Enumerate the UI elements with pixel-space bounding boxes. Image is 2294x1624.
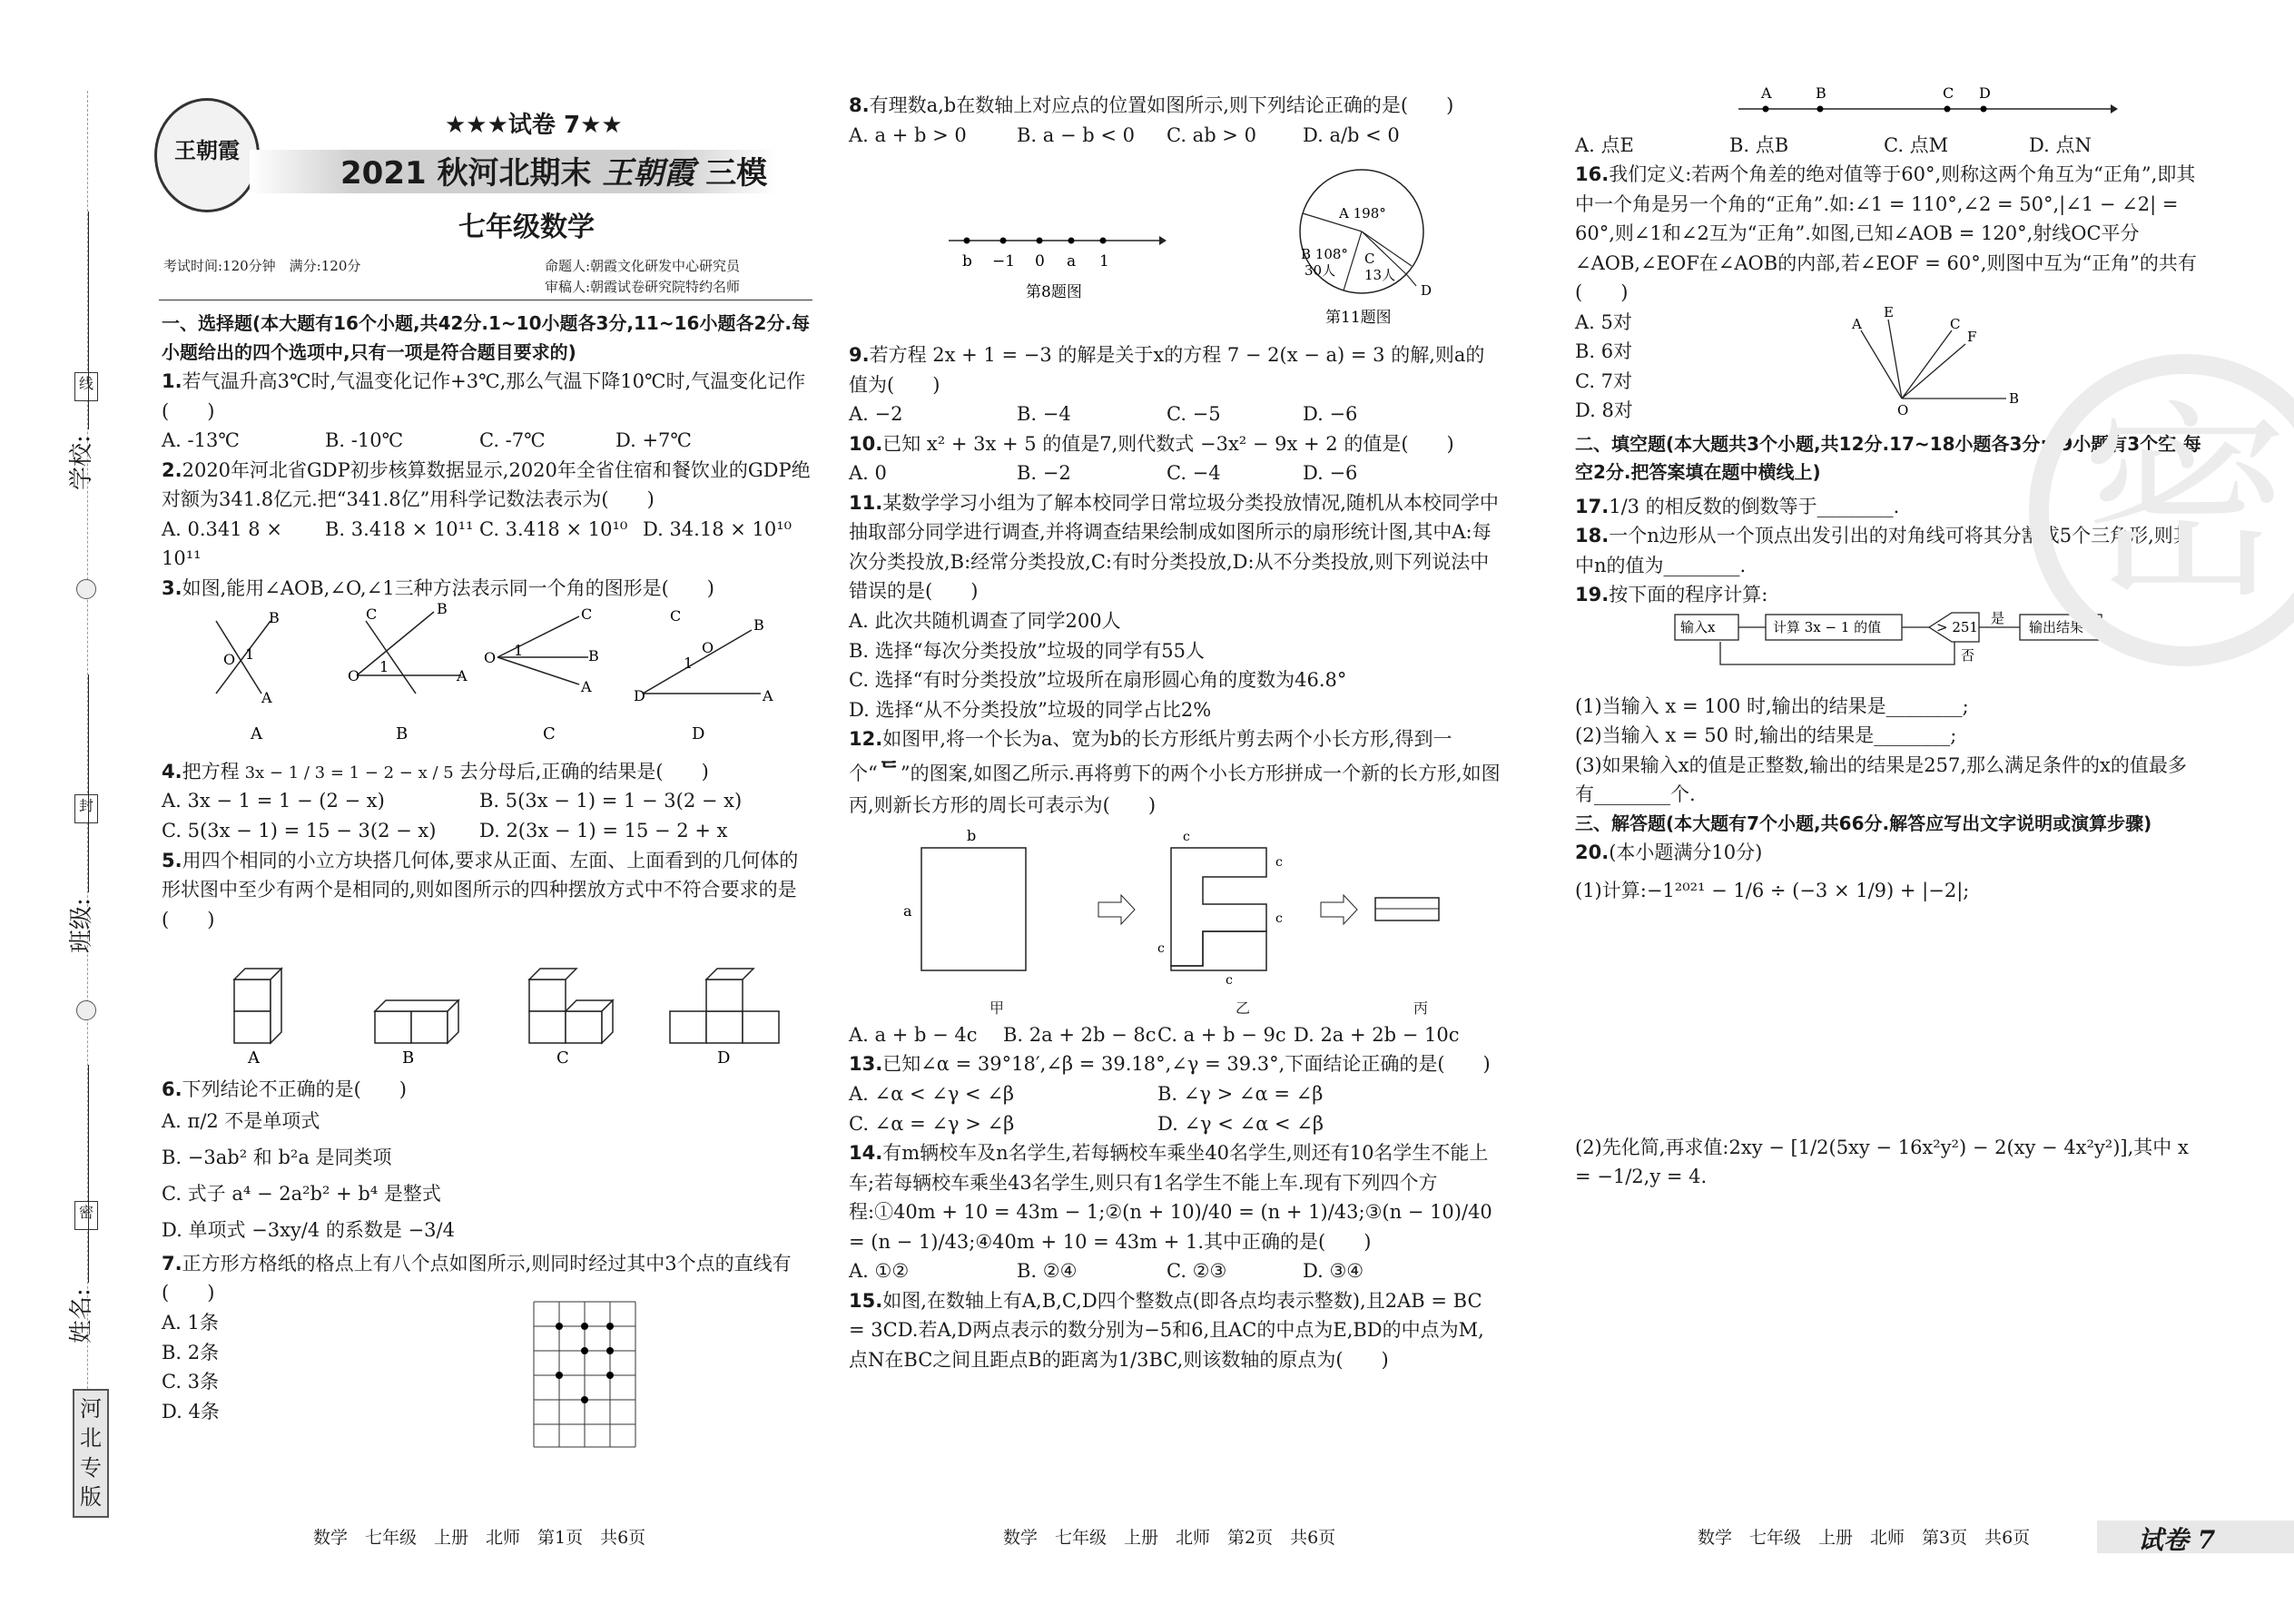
q7-option-c[interactable]: C. 3条 [162, 1371, 220, 1393]
q6-option-d[interactable]: D. 单项式 −3xy/4 的系数是 −3/4 [162, 1218, 455, 1241]
option-b[interactable]: B. ∠γ > ∠α = ∠β [1157, 1083, 1324, 1106]
fig-label-a: A [251, 724, 262, 744]
question-20: 20.(本小题满分10分) [1575, 841, 1763, 863]
option-a[interactable]: A. a + b − 4c [849, 1023, 978, 1046]
point-e: E [1884, 303, 1894, 320]
svg-text:1: 1 [379, 658, 389, 676]
q15-number-line [1738, 82, 2120, 122]
q19-sub-1: (1)当输入 x = 100 时,输出的结果是________; [1575, 694, 1969, 717]
svg-text:C: C [670, 607, 682, 625]
option-b[interactable]: B. −2 [1017, 462, 1071, 485]
column-1 [162, 309, 815, 1444]
flow-input: 输入x [1680, 619, 1716, 636]
question-1: 1.若气温升高3℃时,气温变化记作+3℃,那么气温下降10℃时,气温变化记作( ) [162, 370, 806, 422]
exam-time: 考试时间:120分钟 满分:120分 [163, 258, 361, 274]
q4-options [162, 786, 815, 845]
svg-text:O: O [484, 649, 497, 667]
svg-text:1: 1 [245, 645, 255, 664]
q11-pie [1275, 159, 1457, 340]
exam-title: 2021 秋河北期末 王朝霞 三模 [340, 155, 768, 192]
sector-c-count: 13人 [1364, 267, 1396, 284]
watermark-seal: 密 [2029, 354, 2294, 666]
option-a[interactable]: A. -13℃ [162, 429, 240, 452]
q5-figure [162, 934, 815, 1066]
question-16: 16.我们定义:若两个角差的绝对值等于60°,则称这两个角互为“正角”,即其中一个角是另一个角的“正角”.如:∠1 = 110°,∠2 = 50°,|∠1 − ∠2| = 60°,则∠1和∠2互为“正角”.如图,已知∠AOB = 120°,射线OC平分∠AOB,∠EOF在∠AOB的内部,若∠EOF = 60°,则图中互为“正角”的共有( ) [1575, 163, 2197, 304]
tick-neg1: −1 [992, 252, 1016, 271]
svg-text:B: B [753, 616, 764, 635]
point-d: D [1979, 84, 1991, 102]
q8-caption: 第8题图 [1026, 283, 1082, 302]
q16-figure [1847, 294, 2029, 417]
section-1-heading: 一、选择题(本大题有16个小题,共42分.1~10小题各3分,11~16小题各2分.每小题给出的四个选项中,只有一项是符合题目要求的) [162, 312, 810, 363]
point-a: A [1852, 315, 1862, 332]
q11-caption: 第11题图 [1325, 309, 1392, 328]
fig-label-d: D [692, 724, 705, 744]
q7-block [162, 1308, 815, 1444]
subject-title: 七年级数学 [458, 212, 595, 243]
sector-a: A 198° [1339, 205, 1386, 222]
question-17: 17.1/3 的相反数的倒数等于________. [1575, 495, 1900, 517]
q11-option-d[interactable]: D. 选择“从不分类投放”垃圾的同学占比2% [849, 698, 1212, 721]
q19-sub-2: (2)当输入 x = 50 时,输出的结果是________; [1575, 724, 1957, 747]
svg-text:1: 1 [514, 642, 524, 660]
sector-b: B 108° [1301, 246, 1348, 263]
footer-page-3: 数学 七年级 上册 北师 第3页 共6页 [1698, 1528, 2031, 1548]
q11-option-b[interactable]: B. 选择“每次分类投放”垃圾的同学有55人 [849, 639, 1205, 662]
q11-option-c[interactable]: C. 选择“有时分类投放”垃圾所在扇形圆心角的度数为46.8° [849, 669, 1347, 692]
point-c: C [1943, 84, 1954, 102]
question-4: 4.把方程 3x − 1 / 3 = 1 − 2 − x / 5 去分母后,正确的结果是( ) [162, 760, 709, 782]
question-18: 18.一个n边形从一个顶点出发引出的对角线可将其分割成5个三角形,则其中n的值为________. [1575, 525, 2192, 576]
question-3: 3.如图,能用∠AOB,∠O,∠1三种方法表示同一个角的图形是( ) [162, 576, 714, 599]
option-b[interactable]: B. 3.418 × 10¹¹ [325, 517, 474, 540]
option-c[interactable]: C. ∠α = ∠γ > ∠β [849, 1112, 1015, 1135]
question-12: 12.如图甲,将一个长为a、宽为b的长方形纸片剪去两个小长方形,得到一个“ᄃ”的图案,如图乙所示.再将剪下的两个小长方形拼成一个新的长方形,如图丙,则新长方形的周长可表示为( ) [849, 728, 1501, 817]
option-c[interactable]: C. ab > 0 [1167, 123, 1256, 146]
option-c[interactable]: C. 点M [1884, 133, 1949, 156]
svg-text:A: A [261, 689, 272, 707]
question-9: 9.若方程 2x + 1 = −3 的解是关于x的方程 7 − 2(x − a) = 3 的解,则a的值为( ) [849, 344, 1485, 396]
option-c[interactable]: C. −5 [1167, 403, 1221, 426]
q20-part-1: (1)计算:−1²⁰²¹ − 1/6 ÷ (−3 × 1/9) + |−2|; [1575, 880, 1970, 902]
label-c: c [1275, 910, 1283, 926]
tick-1: 1 [1099, 252, 1109, 271]
label-yi: 乙 [1236, 999, 1251, 1018]
label-c: c [1226, 972, 1233, 988]
option-d[interactable]: D. −6 [1303, 462, 1358, 485]
label-jia: 甲 [989, 999, 1005, 1018]
option-a[interactable]: A. 点E [1575, 133, 1634, 156]
label-a: a [903, 901, 912, 920]
option-c[interactable]: C. a + b − 9c [1157, 1023, 1286, 1046]
option-d[interactable]: D. ③④ [1303, 1260, 1364, 1283]
question-5: 5.用四个相同的小立方块搭几何体,要求从正面、左面、上面看到的几何体的形状图中至少有两个是相同的,则如图所示的四种摆放方式中不符合要求的是( ) [162, 849, 799, 930]
option-c[interactable]: C. -7℃ [479, 429, 546, 452]
point-c: C [1950, 315, 1961, 332]
q20-part-2: (2)先化简,再求值:2xy − [1/2(5xy − 16x²y²) − 2(xy − 4x²y²)],其中 x = −1/2,y = 4. [1575, 1136, 2189, 1188]
s-shape-icon: ᄃ [877, 758, 901, 786]
option-d[interactable]: D. 2a + 2b − 10c [1294, 1023, 1460, 1046]
option-b[interactable]: B. 5(3x − 1) = 1 − 3(2 − x) [479, 790, 743, 812]
section-3-heading: 三、解答题(本大题有7个小题,共66分.解答应写出文字说明或演算步骤) [1575, 812, 2152, 834]
flow-no: 否 [1961, 647, 1975, 664]
proposer: 命题人:朝霞文化研发中心研究员 [545, 258, 741, 274]
option-a[interactable]: A. ①② [849, 1260, 910, 1283]
footer-tag: 试卷 7 [2138, 1525, 2216, 1555]
q19-sub-3: (3)如果输入x的值是正整数,输出的结果是257,那么满足条件的x的值最多有________个. [1575, 753, 2187, 806]
seal-mark: 封 [74, 794, 98, 823]
line-mark: 线 [74, 372, 98, 401]
option-b[interactable]: B. 点B [1729, 133, 1789, 156]
q15-options [1575, 131, 2201, 161]
footer-page-1: 数学 七年级 上册 北师 第1页 共6页 [313, 1528, 646, 1548]
q6-option-c[interactable]: C. 式子 a⁴ − 2a²b² + b⁴ 是整式 [162, 1183, 441, 1206]
q7-option-b[interactable]: B. 2条 [162, 1341, 220, 1363]
q9-options [849, 399, 1502, 429]
option-a[interactable]: A. −2 [849, 403, 903, 426]
flow-condition: > 251 [1936, 619, 1978, 636]
option-c[interactable]: C. ②③ [1167, 1260, 1227, 1283]
option-a[interactable]: A. 3x − 1 = 1 − (2 − x) [162, 790, 385, 812]
q1-options [162, 426, 815, 456]
svg-text:B: B [269, 609, 280, 627]
q7-grid [529, 1297, 643, 1452]
sector-d: D [1421, 282, 1433, 300]
ring-hole [76, 1000, 96, 1020]
svg-text:B: B [437, 603, 448, 618]
option-c[interactable]: C. 5(3x − 1) = 15 − 3(2 − x) [162, 820, 437, 842]
flow-output: 输出结果 [2029, 619, 2084, 636]
q7-option-d[interactable]: D. 4条 [162, 1400, 220, 1422]
point-a: A [1761, 84, 1772, 102]
option-b[interactable]: B. −4 [1017, 403, 1071, 426]
region-badge: 河 北 专 版 [73, 1389, 109, 1518]
q12-figure [849, 821, 1502, 1002]
question-2: 2.2020年河北省GDP初步核算数据显示,2020年全省住宿和餐饮业的GDP绝对额为341.8亿元.把“341.8亿”用科学记数法表示为( ) [162, 458, 811, 511]
svg-text:O: O [223, 651, 236, 669]
fig-label-b: B [402, 1048, 415, 1067]
option-d[interactable]: D. ∠γ < ∠α < ∠β [1157, 1112, 1324, 1135]
option-b[interactable]: B. -10℃ [325, 429, 404, 452]
fig-label-c: C [556, 1048, 569, 1067]
sector-b-count: 30人 [1305, 262, 1336, 280]
tick-0: 0 [1035, 252, 1045, 271]
svg-text:A: A [457, 667, 468, 685]
ring-hole [76, 579, 96, 599]
option-a[interactable]: A. ∠α < ∠γ < ∠β [849, 1083, 1015, 1106]
option-d[interactable]: D. 点N [2029, 133, 2092, 156]
question-15: 15.如图,在数轴上有A,B,C,D四个整数点(即各点均表示整数),且2AB = BC = 3CD.若A,D两点表示的数分别为−5和6,且AC的中点为E,BD的中点为M,点N在BC之间且距点B的距离为1/3BC,则该数轴的原点为( ) [849, 1289, 1484, 1371]
option-d[interactable]: D. a/b < 0 [1303, 123, 1400, 146]
svg-text:C: C [366, 605, 378, 624]
q16-option-b[interactable]: B. 6对 [1575, 340, 1633, 363]
question-6: 6.下列结论不正确的是( ) [162, 1078, 407, 1100]
logo: 王朝霞 [154, 98, 260, 212]
q13-options [849, 1079, 1502, 1138]
label-b: b [967, 826, 977, 844]
question-10: 10.已知 x² + 3x + 5 的值是7,则代数式 −3x² − 9x + 2 的值是( ) [849, 432, 1454, 455]
option-d[interactable]: D. +7℃ [615, 429, 692, 452]
flow-compute: 计算 3x − 1 的值 [1773, 619, 1882, 636]
question-8: 8.有理数a,b在数轴上对应点的位置如图所示,则下列结论正确的是( ) [849, 94, 1454, 116]
svg-text:1: 1 [684, 655, 694, 673]
option-a[interactable]: A. 0.341 8 × 10¹¹ [162, 517, 282, 570]
q14-options [849, 1256, 1502, 1286]
label-c: c [1183, 829, 1190, 844]
tick-b: b [962, 252, 972, 271]
column-2 [849, 91, 1502, 1375]
option-a[interactable]: A. a + b > 0 [849, 123, 967, 146]
question-7: 7.正方形方格纸的格点上有八个点如图所示,则同时经过其中3个点的直线有( ) [162, 1252, 792, 1304]
fig-label-b: B [396, 724, 409, 744]
svg-text:A: A [581, 678, 592, 696]
label-bing: 丙 [1413, 999, 1429, 1018]
q12-options [849, 1020, 1502, 1050]
option-a[interactable]: A. 0 [849, 462, 887, 485]
name-field[interactable]: 姓名: [64, 1065, 100, 1343]
fig-label-d: D [717, 1048, 731, 1067]
q3-figure [162, 603, 815, 748]
school-field[interactable]: 学校: [64, 212, 100, 490]
exam-badge: ★★★试卷 7★★ [445, 112, 623, 139]
question-11: 11.某数学学习小组为了解本校同学日常垃圾分类投放情况,随机从本校同学中抽取部分同学进行调查,并将调查结果绘制成如图所示的扇形统计图,其中A:每次分类投放,B:经常分类投放,C:有时分类投放,D:从不分类投放,则下列说法中错误的是( ) [849, 491, 1499, 603]
q8-options [849, 121, 1502, 151]
option-d[interactable]: D. 2(3x − 1) = 15 − 2 + x [479, 820, 728, 842]
point-b: B [2009, 389, 2020, 407]
point-b: B [1816, 84, 1826, 102]
option-b[interactable]: B. a − b < 0 [1017, 123, 1135, 146]
section-2-heading: 二、填空题(本大题共3个小题,共12分.17~18小题各3分;19小题有3个空,每空2分.把答案填在题中横线上) [1575, 432, 2201, 483]
mi-mark: 密 [74, 1201, 98, 1230]
svg-text:C: C [581, 605, 593, 624]
q16-option-d[interactable]: D. 8对 [1575, 399, 1633, 422]
option-d[interactable]: D. −6 [1303, 403, 1358, 426]
question-13: 13.已知∠α = 39°18′,∠β = 39.18°,∠γ = 39.3°,下面结论正确的是( ) [849, 1053, 1491, 1076]
q16-option-c[interactable]: C. 7对 [1575, 369, 1633, 392]
option-c[interactable]: C. 3.418 × 10¹⁰ [479, 517, 628, 540]
flow-yes: 是 [1991, 610, 2005, 627]
svg-text:A: A [763, 687, 773, 705]
option-b[interactable]: B. 2a + 2b − 8c [1003, 1023, 1157, 1046]
footer-page-2: 数学 七年级 上册 北师 第2页 共6页 [1003, 1528, 1336, 1548]
option-c[interactable]: C. −4 [1167, 462, 1221, 485]
fig-label-a: A [248, 1048, 260, 1067]
question-19: 19.按下面的程序计算: [1575, 584, 1768, 606]
label-c: c [1275, 854, 1283, 870]
answer-space [1575, 906, 2201, 1133]
q8-number-line [949, 213, 1167, 304]
tick-a: a [1067, 252, 1077, 271]
point-f: F [1967, 328, 1977, 345]
point-o: O [1897, 401, 1909, 417]
q2-options [162, 515, 815, 574]
q10-options [849, 458, 1502, 488]
svg-text:O: O [348, 667, 360, 685]
q16-option-a[interactable]: A. 5对 [1575, 310, 1632, 333]
q7-option-a[interactable]: A. 1条 [162, 1311, 219, 1334]
option-d[interactable]: D. 34.18 × 10¹⁰ [643, 517, 793, 540]
q8-q11-figures [849, 150, 1502, 340]
q6-option-b[interactable]: B. −3ab² 和 b²a 是同类项 [162, 1147, 392, 1169]
svg-text:O: O [702, 639, 714, 657]
reviewer: 审稿人:朝霞试卷研究院特约名师 [545, 279, 741, 295]
option-b[interactable]: B. ②④ [1017, 1260, 1078, 1283]
question-14: 14.有m辆校车及n名学生,若每辆校车乘坐40名学生,则还有10名学生不能上车;若每辆校车乘坐43名学生,则只有1名学生不能上车.现有下列四个方程:①40m + 10 = 43m − 1;②(n + 10)/40 = (n + 1)/43;③(n − 10)/40 = (n − 1)/43;④40m + 10 = 43m + 1.其中正确的是( ) [849, 1142, 1492, 1253]
q11-option-a[interactable]: A. 此次共随机调查了同学200人 [849, 610, 1121, 633]
sector-c: C [1364, 251, 1375, 268]
class-field[interactable]: 班级: [64, 674, 100, 953]
svg-text:B: B [588, 647, 599, 665]
binding-margin [0, 0, 127, 1624]
q6-option-a[interactable]: A. π/2 不是单项式 [162, 1110, 320, 1133]
fig-label-c: C [543, 724, 556, 744]
svg-text:D: D [634, 687, 645, 705]
label-c: c [1157, 940, 1165, 956]
